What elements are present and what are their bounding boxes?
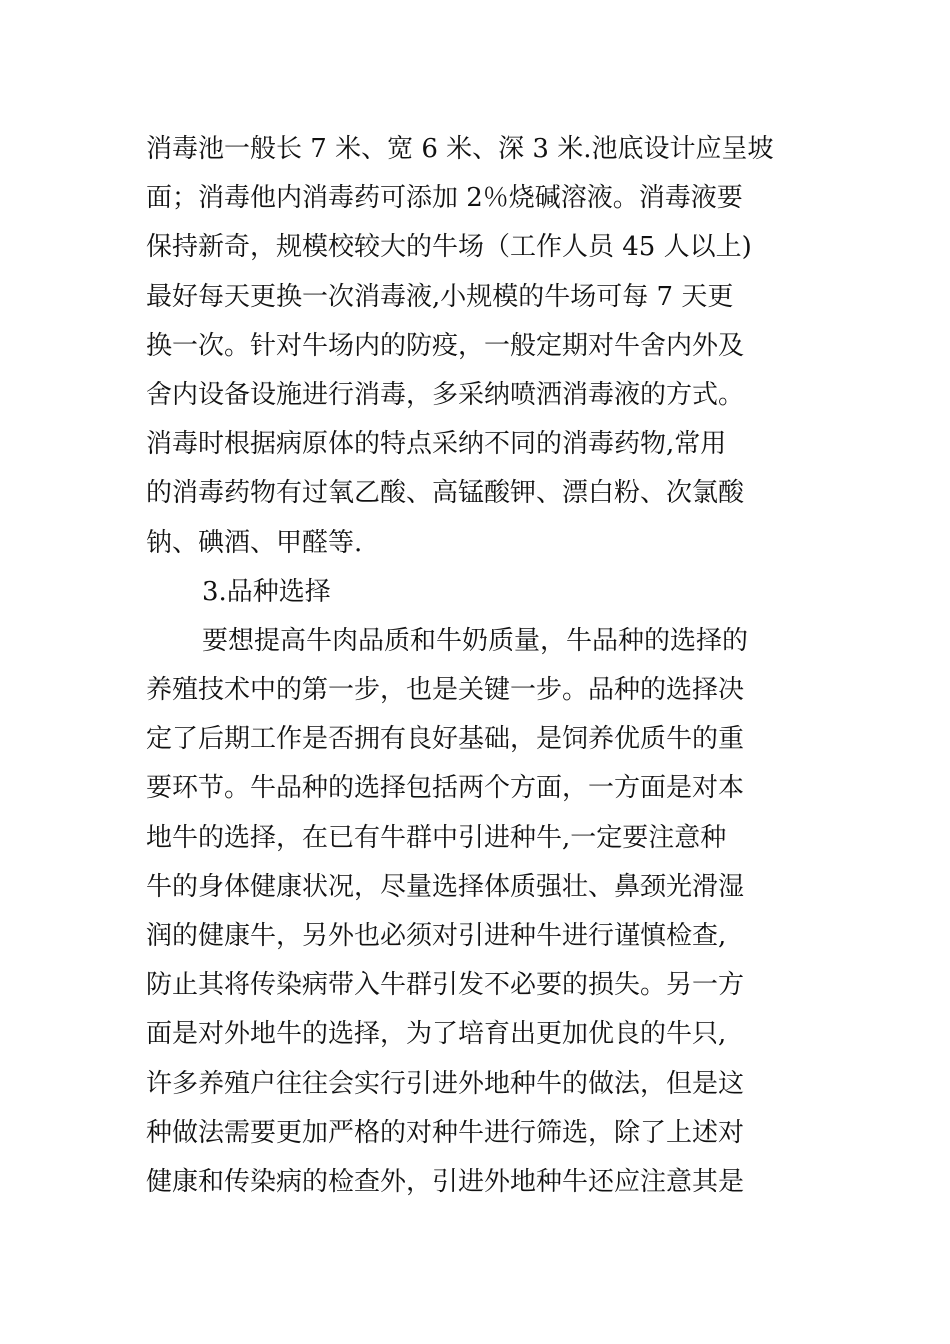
text-line: 钠、碘酒、甲醛等.	[146, 527, 363, 558]
text-line: 润的健康牛，另外也必须对引进种牛进行谨慎检查,	[146, 921, 727, 951]
text-line: 面；消毒他内消毒药可添加 2％烧碱溶液。消毒液要	[146, 183, 743, 214]
text-line: 保持新奇，规模校较大的牛场（工作人员 45 人以上)	[146, 232, 752, 263]
text-line: 最好每天更换一次消毒液,小规模的牛场可每 7 天更	[146, 281, 734, 312]
text-line: 消毒池一般长 7 米、宽 6 米、深 3 米.池底设计应呈坡	[146, 134, 774, 164]
text-line: 许多养殖户往往会实行引进外地种牛的做法，但是这	[146, 1068, 745, 1099]
text-line: 健康和传染病的检查外，引进外地种牛还应注意其是	[146, 1166, 745, 1197]
text-line: 要想提高牛肉品质和牛奶质量，牛品种的选择的	[202, 625, 749, 656]
text-line: 定了后期工作是否拥有良好基础，是饲养优质牛的重	[146, 724, 745, 755]
text-line: 地牛的选择，在已有牛群中引进种牛,一定要注意种	[146, 822, 727, 853]
text-line: 换一次。针对牛场内的防疫，一般定期对牛舍内外及	[146, 330, 745, 361]
text-line: 养殖技术中的第一步，也是关键一步。品种的选择决	[146, 675, 745, 706]
text-line: 要环节。牛品种的选择包括两个方面，一方面是对本	[146, 773, 745, 804]
text-line: 面是对外地牛的选择，为了培育出更加优良的牛只,	[146, 1019, 727, 1050]
text-line: 防止其将传染病带入牛群引发不必要的损失。另一方	[146, 970, 745, 1001]
text-line: 牛的身体健康状况，尽量选择体质强壮、鼻颈光滑湿	[146, 871, 745, 902]
text-line: 舍内设备设施进行消毒，多采纳喷洒消毒液的方式。	[146, 379, 745, 410]
section-heading: 3.品种选择	[202, 576, 331, 607]
text-line: 消毒时根据病原体的特点采纳不同的消毒药物,常用	[146, 429, 727, 460]
text-line: 种做法需要更加严格的对种牛进行筛选，除了上述对	[146, 1117, 745, 1148]
text-line: 的消毒药物有过氧乙酸、高锰酸钾、漂白粉、次氯酸	[146, 478, 745, 509]
body-text	[146, 125, 816, 1207]
